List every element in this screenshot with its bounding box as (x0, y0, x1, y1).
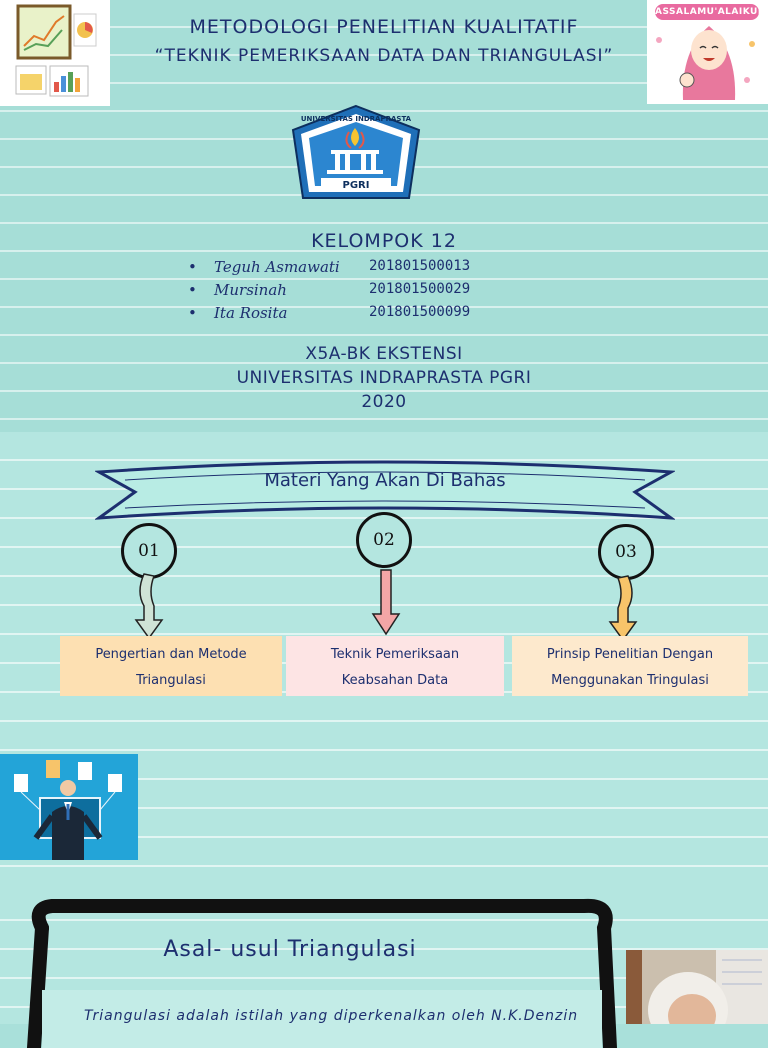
agenda-title: Materi Yang Akan Di Bahas (264, 470, 506, 491)
group-title: KELOMPOK 12 (311, 230, 457, 252)
member-list (188, 258, 588, 327)
member-name: Ita Rosita (214, 304, 288, 322)
university-logo-icon (285, 102, 427, 212)
presentation-title: METODOLOGI PENELITIAN KUALITATIF (189, 16, 579, 38)
member-name: Teguh Asmawati (214, 258, 340, 276)
year: 2020 (361, 392, 407, 412)
businessman-presenter-icon (0, 754, 138, 860)
person-photo-icon (626, 950, 768, 1024)
topic-box (286, 636, 504, 696)
logo-arc-text: UNIVERSITAS INDRAPRASTA (300, 115, 412, 123)
step-number: 03 (598, 524, 654, 580)
muslimah-greeting-icon (647, 0, 768, 104)
bullet: • (188, 304, 197, 322)
topic-box (60, 636, 282, 696)
topic-box (512, 636, 748, 696)
arrow-down-icon (134, 572, 164, 642)
topic-line: Pengertian dan Metode (95, 647, 247, 662)
bullet: • (188, 258, 197, 276)
topic-line: Teknik Pemeriksaan (330, 647, 460, 662)
logo-bottom-text: PGRI (342, 180, 370, 191)
step-number: 02 (356, 512, 412, 568)
topic-line: Triangulasi (136, 673, 206, 688)
intro-paragraph: Triangulasi adalah istilah yang diperkenalkan oleh N.K.Denzin (84, 1008, 579, 1024)
list-item (188, 258, 588, 281)
class-info: X5A-BK EKSTENSI (305, 344, 463, 364)
list-item (188, 281, 588, 304)
arrow-down-icon (608, 574, 638, 644)
title-slide (0, 0, 768, 432)
member-nim: 201801500099 (369, 304, 471, 320)
university-name: UNIVERSITAS INDRAPRASTA PGRI (236, 368, 532, 388)
greeting-badge: ASSALAMU'ALAIKUM (655, 4, 759, 20)
member-nim: 201801500029 (369, 281, 471, 297)
list-item (188, 304, 588, 327)
arrow-down-icon (371, 568, 401, 638)
bullet: • (188, 281, 197, 299)
section-heading: Asal- usul Triangulasi (163, 937, 417, 962)
step-number: 01 (121, 523, 177, 579)
chalk-frame-icon (12, 898, 624, 1048)
member-name: Mursinah (214, 281, 287, 299)
presentation-subtitle: “TEKNIK PEMERIKSAAN DATA DAN TRIANGULASI” (154, 46, 614, 66)
topic-line: Keabsahan Data (341, 673, 449, 688)
topic-line: Prinsip Penelitian Dengan (546, 647, 714, 662)
member-nim: 201801500013 (369, 258, 471, 274)
topic-line: Menggunakan Tringulasi (551, 673, 709, 688)
